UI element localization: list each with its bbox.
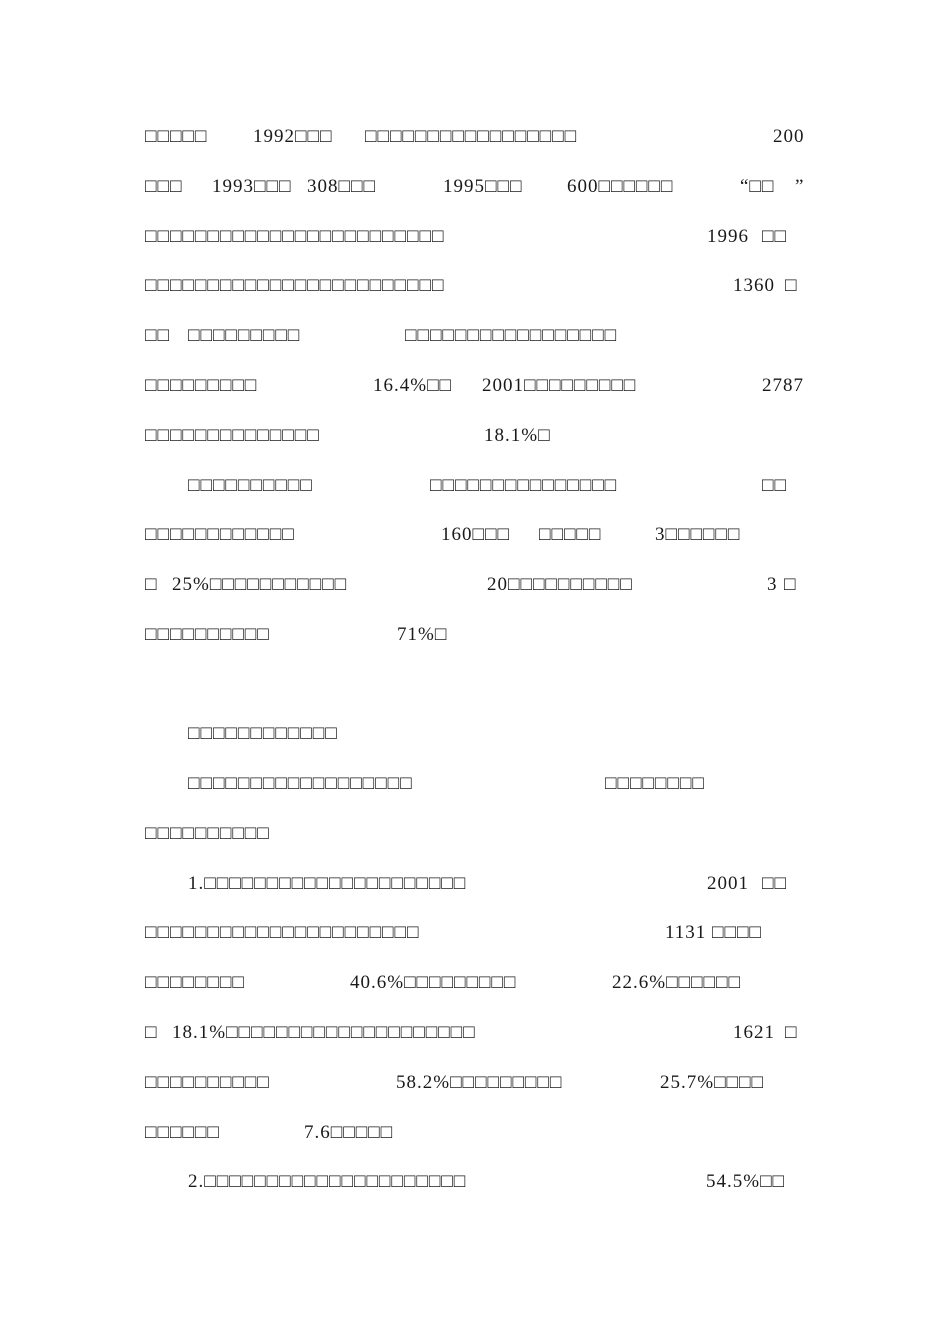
text-segment: 1.□□□□□□□□□□□□□□□□□□□□□ <box>188 873 467 894</box>
text-segment: 16.4%□□ <box>373 375 453 396</box>
text-line <box>0 1120 950 1146</box>
text-segment: “□□ <box>740 176 775 197</box>
text-segment: □ <box>145 1022 158 1043</box>
text-segment: 2.□□□□□□□□□□□□□□□□□□□□□ <box>188 1171 467 1192</box>
text-segment: □□□□□□□□□□□□ <box>145 524 295 545</box>
text-line <box>0 522 950 548</box>
text-line <box>0 771 950 797</box>
text-segment: □□□□□□□□ <box>605 773 705 794</box>
text-line <box>0 373 950 399</box>
text-segment: □□□ <box>145 176 183 197</box>
text-segment: 40.6%□□□□□□□□□ <box>350 972 517 993</box>
text-line <box>0 323 950 349</box>
text-segment: 1992□□□ <box>253 126 333 147</box>
text-segment: 200 <box>773 126 805 147</box>
text-segment: 308□□□ <box>307 176 376 197</box>
text-segment: 22.6%□□□□□□ <box>612 972 741 993</box>
text-segment: □□□□□□ <box>145 1122 220 1143</box>
text-line <box>0 273 950 299</box>
text-segment: 2001 <box>707 873 749 894</box>
text-segment: 1996 <box>707 226 749 247</box>
text-line <box>0 124 950 150</box>
text-segment: □□□□□ <box>145 126 208 147</box>
text-segment: 58.2%□□□□□□□□□ <box>396 1072 563 1093</box>
text-segment: 3□□□□□□ <box>655 524 741 545</box>
text-line <box>0 224 950 250</box>
text-segment: □□ <box>762 475 787 496</box>
text-segment: 600□□□□□□ <box>567 176 674 197</box>
text-line <box>0 1070 950 1096</box>
text-segment: □ <box>785 275 798 296</box>
text-segment: ” <box>795 176 805 197</box>
text-segment: □□ <box>145 325 170 346</box>
text-segment: □□□□ <box>712 922 762 943</box>
text-segment: 2001□□□□□□□□□ <box>482 375 637 396</box>
text-segment: □□□□□□□□□□□□□□ <box>145 425 320 446</box>
text-segment: 71%□ <box>397 624 448 645</box>
text-segment: □□□□□□□□□□□□ <box>188 723 338 744</box>
text-segment: □□□□□□□□□□□□□□□ <box>430 475 618 496</box>
text-segment: 1993□□□ <box>212 176 292 197</box>
text-segment: □□□□□□□□□□□□□□□□□□□□□□ <box>145 922 420 943</box>
text-segment: 160□□□ <box>441 524 510 545</box>
text-segment: 18.1%□ <box>484 425 551 446</box>
text-segment: 3 <box>767 574 778 595</box>
text-segment: 7.6□□□□□ <box>304 1122 394 1143</box>
text-line <box>0 174 950 200</box>
text-segment: □□□□□□□□□□ <box>145 823 270 844</box>
text-line <box>0 473 950 499</box>
text-line <box>0 572 950 598</box>
text-line <box>0 970 950 996</box>
text-line <box>0 1020 950 1046</box>
text-segment: □ <box>145 574 158 595</box>
text-line <box>0 423 950 449</box>
text-line <box>0 920 950 946</box>
text-segment: □□□□□□□□□ <box>145 375 258 396</box>
text-line <box>0 622 950 648</box>
text-segment: □ <box>784 574 797 595</box>
text-segment: 1131 <box>665 922 707 943</box>
text-segment: □□□□□□□□□□□□□□□□□□□□□□□□ <box>145 226 445 247</box>
text-segment: □□□□□□□□□□ <box>145 1072 270 1093</box>
text-segment: 1995□□□ <box>443 176 523 197</box>
text-segment: □□□□□□□□□□□□□□□□□ <box>365 126 578 147</box>
text-line <box>0 871 950 897</box>
text-segment: □□□□□□□□□□ <box>145 624 270 645</box>
text-segment: □□□□□□□□□□ <box>188 475 313 496</box>
text-segment: 54.5%□□ <box>706 1171 786 1192</box>
text-line <box>0 821 950 847</box>
text-segment: 18.1%□□□□□□□□□□□□□□□□□□□□ <box>172 1022 476 1043</box>
text-segment: 20□□□□□□□□□□ <box>487 574 633 595</box>
text-segment: □□□□□□□□□□□□□□□□□□ <box>188 773 413 794</box>
text-segment: □□ <box>762 226 787 247</box>
text-line <box>0 1169 950 1195</box>
text-segment: 1360 <box>733 275 775 296</box>
text-segment: □□□□□□□□□□□□□□□□□ <box>405 325 618 346</box>
text-segment: 2787 <box>762 375 804 396</box>
text-segment: □ <box>785 1022 798 1043</box>
text-segment: □□□□□□□□ <box>145 972 245 993</box>
text-line <box>0 721 950 747</box>
text-segment: 25%□□□□□□□□□□□ <box>172 574 348 595</box>
text-segment: □□ <box>762 873 787 894</box>
text-segment: 1621 <box>733 1022 775 1043</box>
text-segment: □□□□□ <box>539 524 602 545</box>
text-segment: □□□□□□□□□ <box>188 325 301 346</box>
text-segment: 25.7%□□□□ <box>660 1072 764 1093</box>
text-segment: □□□□□□□□□□□□□□□□□□□□□□□□ <box>145 275 445 296</box>
